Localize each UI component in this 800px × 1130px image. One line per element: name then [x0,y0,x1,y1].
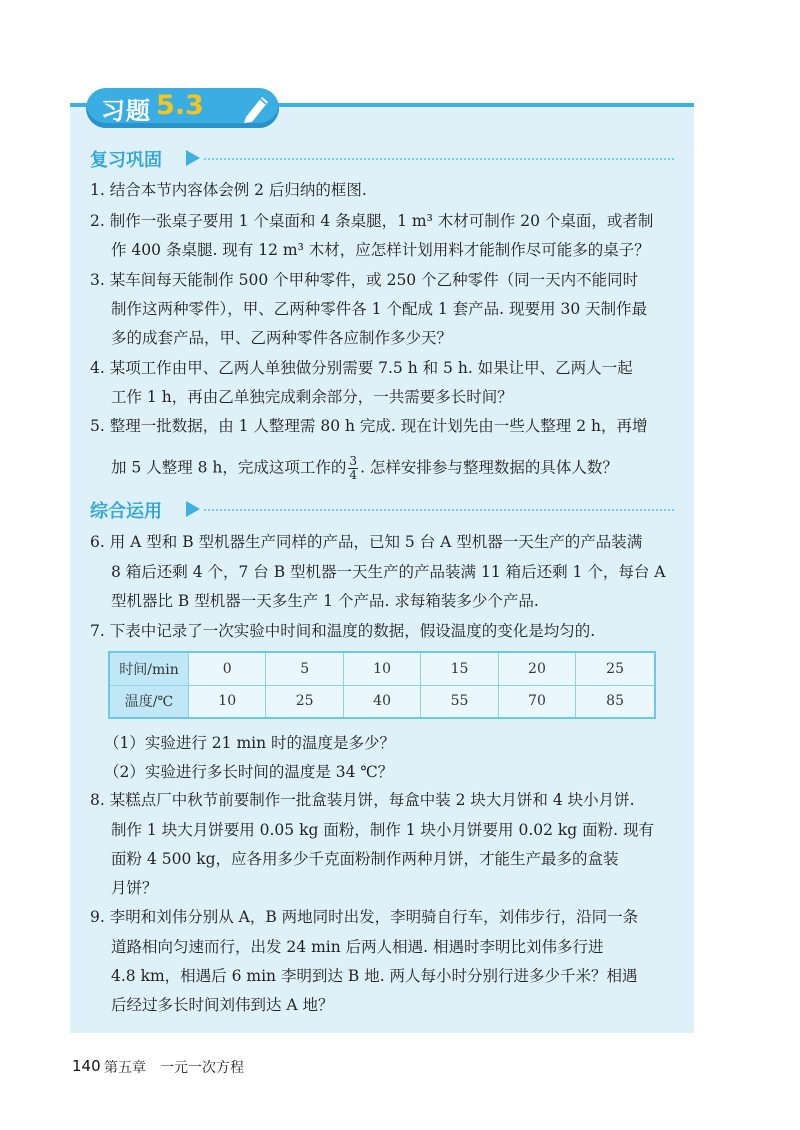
problem-5-line-2 [111,455,618,482]
problem-2-line-1: 2. 制作一张桌子要用 1 个桌面和 4 条桌腿，1 m³ 木材可制作 20 个桌面，或者制 [90,212,654,230]
table-cell: 25 [266,685,343,718]
table-cell: 15 [421,652,498,685]
problem-5-line-1: 5. 整理一批数据，由 1 人整理需 80 h 完成. 现在计划先由一些人整理 2 h，再增 [90,417,648,435]
section-divider [204,158,674,160]
problem-5-text: 加 5 人整理 8 h，完成这项工作的 [111,458,347,477]
table-row [109,652,655,685]
table-cell: 85 [576,685,655,718]
data-table [108,651,656,719]
problem-4-line-1: 4. 某项工作由甲、乙两人单独做分别需要 7.5 h 和 5 h. 如果让甲、乙两人一起 [90,359,633,377]
problem-1: 1. 结合本节内容体会例 2 后归纳的框图. [90,181,367,199]
problem-9-line-2: 道路相向匀速而行，出发 24 min 后两人相遇. 相遇时李明比刘伟多行进 [111,938,604,956]
table-header-time: 时间/min [109,652,189,685]
problem-4-line-2: 工作 1 h，再由乙单独完成剩余部分，一共需要多长时间？ [111,388,513,406]
table-cell: 10 [343,652,420,685]
fraction-denominator: 4 [349,468,358,482]
arrow-icon [186,501,200,517]
arrow-icon [186,150,200,166]
table-header-temp: 温度/℃ [109,685,189,718]
exercise-title: 习题 [101,97,151,125]
section-review-title: 复习巩固 [90,150,162,171]
problem-2-line-2: 作 400 条桌腿. 现有 12 m³ 木材，应怎样计划用料才能制作尽可能多的桌子？ [111,241,650,259]
table-cell: 0 [189,652,266,685]
problem-7: 7. 下表中记录了一次实验中时间和温度的数据，假设温度的变化是均匀的. [90,622,596,640]
problem-8-line-4: 月饼？ [111,879,158,897]
problem-9-line-4: 后经过多长时间刘伟到达 A 地？ [111,996,334,1014]
problem-8-line-1: 8. 某糕点厂中秋节前要制作一批盒装月饼，每盒中装 2 块大月饼和 4 块小月饼. [90,791,635,809]
problem-8-line-2: 制作 1 块大月饼要用 0.05 kg 面粉，制作 1 块小月饼要用 0.02 kg 面粉. 现有 [111,821,655,839]
table-cell: 70 [498,685,575,718]
fraction [348,455,358,482]
problem-3-line-1: 3. 某车间每天能制作 500 个甲种零件，或 250 个乙种零件（同一天内不能同时 [90,271,639,289]
chapter-title: 第五章 一元一次方程 [104,1060,244,1076]
page-number: 140 [72,1057,101,1075]
problem-3-line-3: 多的成套产品，甲、乙两种零件各应制作多少天？ [111,329,453,347]
section-applied-title: 综合运用 [90,501,162,522]
table-cell: 55 [421,685,498,718]
problem-6-line-1: 6. 用 A 型和 B 型机器生产同样的产品，已知 5 台 A 型机器一天生产的产品装满 [90,533,643,551]
table-cell: 5 [266,652,343,685]
fraction-numerator: 3 [349,454,358,468]
table-row [109,685,655,718]
problem-3-line-2: 制作这两种零件），甲、乙两种零件各 1 个配成 1 套产品. 现要用 30 天制作最 [111,300,648,318]
problem-7-question-1: （1）实验进行 21 min 时的温度是多少？ [104,734,396,752]
problem-9-line-3: 4.8 km，相遇后 6 min 李明到达 B 地. 两人每小时分别行进多少千米？相遇 [111,967,638,985]
table-cell: 20 [498,652,575,685]
problem-6-line-3: 型机器比 B 型机器一天多生产 1 个产品. 求每箱装多少个产品. [111,592,539,610]
table-cell: 10 [189,685,266,718]
section-divider [204,509,674,511]
problem-6-line-2: 8 箱后还剩 4 个，7 台 B 型机器一天生产的产品装满 11 箱后还剩 1 个，每台 A [111,563,666,581]
problem-8-line-3: 面粉 4 500 kg，应各用多少千克面粉制作两种月饼，才能生产最多的盒装 [111,850,619,868]
pencil-icon [240,93,272,123]
exercise-number: 5.3 [156,90,204,121]
problem-9-line-1: 9. 李明和刘伟分别从 A，B 两地同时出发，李明骑自行车，刘伟步行，沿同一条 [90,908,639,926]
problem-7-question-2: （2）实验进行多长时间的温度是 34 ℃？ [104,763,394,781]
table-cell: 40 [343,685,420,718]
problem-5-text-end: . 怎样安排参与整理数据的具体人数？ [360,458,618,477]
table-cell: 25 [576,652,655,685]
